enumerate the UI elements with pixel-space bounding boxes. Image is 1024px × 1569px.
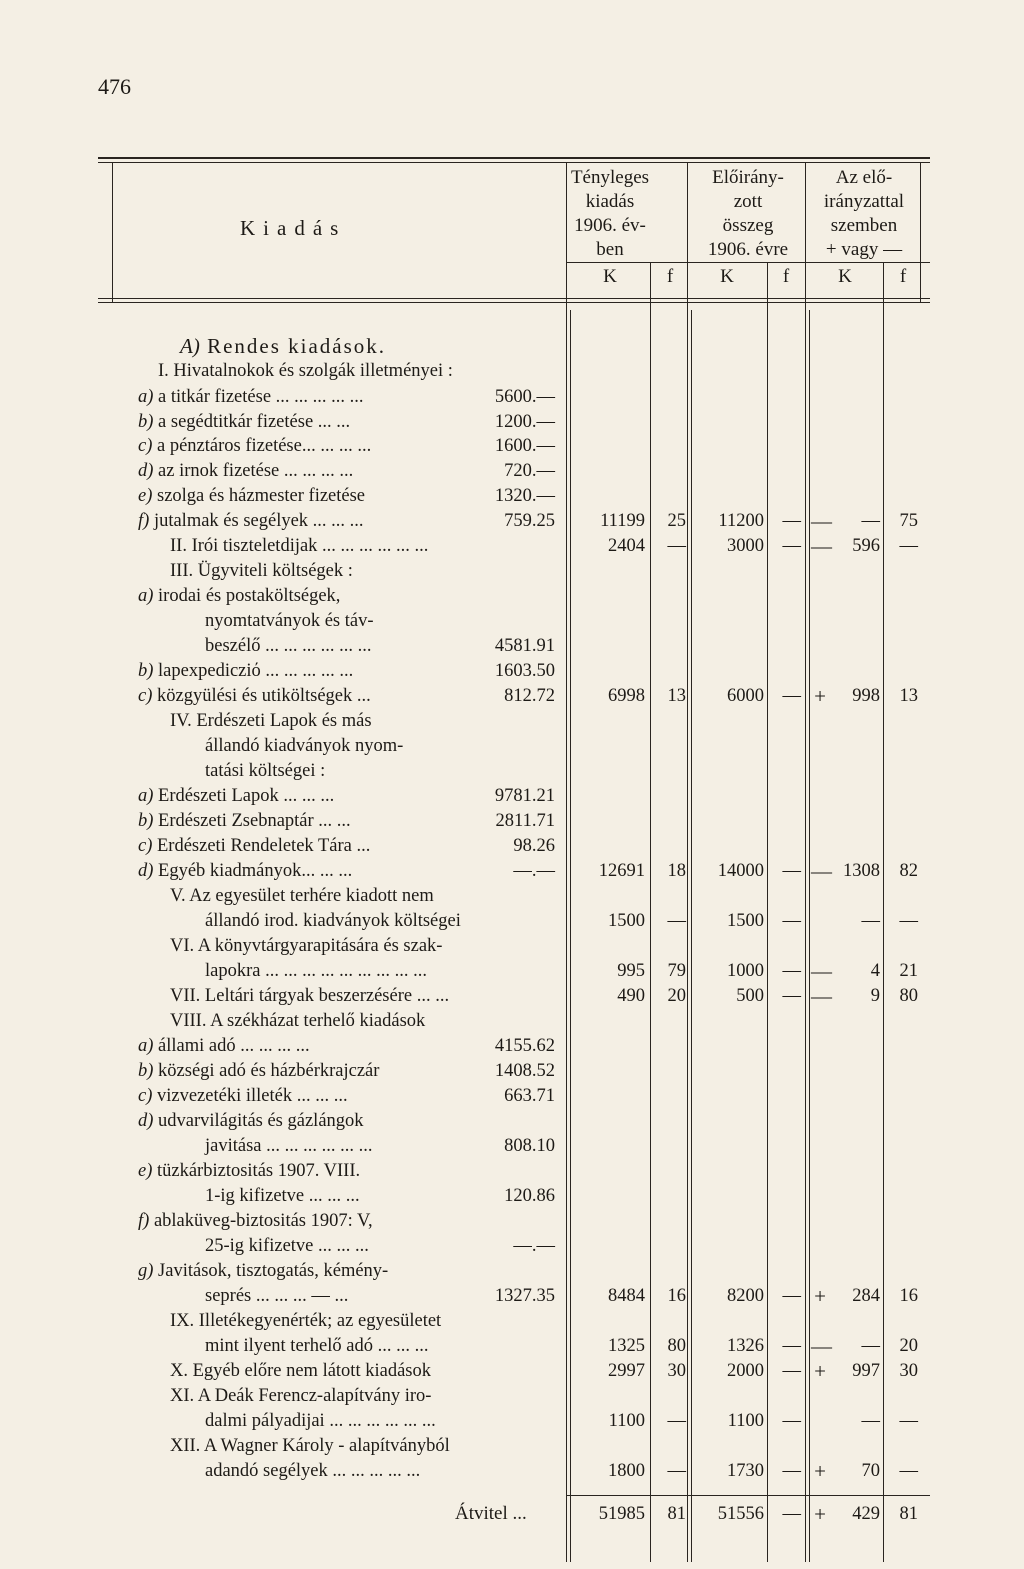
- item-amount: 9781.21: [494, 786, 555, 806]
- row-cell-k1: 1100: [608, 1411, 645, 1431]
- item-line: [138, 1060, 379, 1082]
- item-text: VII. Leltári tárgyak beszerzésére ... ...: [170, 986, 450, 1006]
- item-letter: c): [138, 1086, 157, 1106]
- item-line: [170, 1010, 425, 1032]
- row-cell-f3: —: [899, 1461, 918, 1481]
- row-cell-k2: 11200: [718, 511, 764, 531]
- row-cell-f2: —: [782, 1336, 801, 1356]
- header-col-diff: [806, 166, 922, 262]
- row-cell-k1: 1800: [608, 1461, 645, 1481]
- row-cell-f1: 80: [667, 1336, 686, 1356]
- row-cell-k3: —: [861, 511, 880, 531]
- row-cell-k1: 1325: [608, 1336, 645, 1356]
- row-cell-k2: 1326: [727, 1336, 764, 1356]
- row-cell-k1: 12691: [598, 861, 645, 881]
- item-amount: 1327.35: [494, 1286, 555, 1306]
- item-line: [138, 485, 365, 507]
- item-amount: 1600.—: [494, 436, 555, 456]
- item-text: javitása ... ... ... ... ... ...: [205, 1136, 373, 1156]
- row-cell-k3: 1308: [843, 861, 880, 881]
- item-text: XI. A Deák Ferencz-alapítvány iro-: [170, 1386, 432, 1406]
- item-letter: b): [138, 1061, 159, 1081]
- item-line: [138, 435, 371, 457]
- row-cell-k3: 997: [852, 1361, 880, 1381]
- row-cell-k2: 8200: [727, 1286, 764, 1306]
- row-cell-k3: 596: [852, 536, 880, 556]
- vline-left: [112, 162, 113, 302]
- item-text: a titkár fizetése ... ... ... ... ...: [158, 387, 364, 407]
- row-cell-f3: 13: [899, 686, 918, 706]
- item-line: [170, 1310, 441, 1332]
- item-line: [138, 1110, 364, 1132]
- row-cell-f1: 20: [667, 986, 686, 1006]
- row-cell-sign: —: [811, 534, 832, 558]
- item-amount: 98.26: [513, 836, 555, 856]
- row-cell-k2: 6000: [727, 686, 764, 706]
- total-cell-f2: —: [782, 1504, 801, 1524]
- item-text: lapexpedicziό ... ... ... ... ...: [158, 661, 354, 681]
- vline-col2b: [691, 310, 692, 1562]
- item-amount: 812.72: [504, 686, 555, 706]
- row-cell-sign: —: [811, 859, 832, 883]
- header-f1: f: [666, 266, 674, 287]
- item-line: [138, 1260, 388, 1282]
- item-letter: b): [138, 811, 159, 831]
- item-amount: 2811.71: [495, 811, 555, 831]
- item-line: [138, 685, 371, 707]
- row-cell-k1: 11199: [600, 511, 645, 531]
- total-cell-k3: 429: [852, 1504, 880, 1524]
- item-text: udvarvilágitás és gázlángok: [158, 1111, 364, 1131]
- row-cell-k3: —: [861, 1336, 880, 1356]
- item-line: [138, 1085, 348, 1107]
- row-cell-k1: 6998: [608, 686, 645, 706]
- row-cell-sign: —: [811, 959, 832, 983]
- row-cell-k1: 490: [617, 986, 645, 1006]
- row-cell-f1: 79: [667, 961, 686, 981]
- item-letter: b): [138, 412, 159, 432]
- item-text: tatási költségei :: [205, 761, 326, 781]
- item-text: állami adó ... ... ... ...: [158, 1036, 310, 1056]
- item-text: VIII. A székházat terhelő kiadások: [170, 1011, 426, 1031]
- row-cell-k3: —: [861, 1411, 880, 1431]
- row-cell-k2: 1730: [727, 1461, 764, 1481]
- row-cell-k2: 1100: [727, 1411, 764, 1431]
- item-letter: e): [138, 1161, 157, 1181]
- item-line: [138, 660, 353, 682]
- item-line: [138, 460, 353, 482]
- item-text: 1-ig kifizetve ... ... ...: [205, 1186, 360, 1206]
- header-k3: K: [838, 266, 852, 287]
- item-text: Erdészeti Lapok ... ... ...: [158, 786, 335, 806]
- item-amount: 4581.91: [494, 636, 555, 656]
- item-line: [205, 1410, 436, 1432]
- total-rule: [566, 1495, 930, 1496]
- item-line: [205, 1335, 429, 1357]
- header-col-diff-line: szemben: [830, 215, 898, 236]
- row-cell-sign: —: [811, 1334, 832, 1358]
- vline-col2: [687, 162, 688, 1562]
- item-text: a pénztáros fizetése... ... ... ...: [157, 436, 372, 456]
- item-text: III. Ügyviteli költségek :: [170, 561, 353, 581]
- item-line: [205, 735, 403, 757]
- item-text: jutalmak és segélyek ... ... ...: [153, 511, 364, 531]
- header-col-actual: [570, 166, 650, 262]
- item-amount: —.—: [513, 1236, 555, 1256]
- row-cell-f2: —: [782, 1461, 801, 1481]
- row-cell-f3: —: [899, 1411, 918, 1431]
- row-cell-f2: —: [782, 911, 801, 931]
- item-amount: —.—: [513, 861, 555, 881]
- item-letter: f): [138, 511, 154, 531]
- item-text: seprés ... ... ... — ...: [205, 1286, 349, 1306]
- item-letter: a): [138, 387, 159, 407]
- item-line: [138, 810, 351, 832]
- item-line: [138, 785, 334, 807]
- vline-col3b: [809, 310, 810, 1562]
- row-cell-f1: —: [667, 1411, 686, 1431]
- item-line: [138, 585, 340, 607]
- vline-col1b: [570, 310, 571, 1562]
- item-letter: f): [138, 1211, 154, 1231]
- total-cell-f3: 81: [899, 1504, 918, 1524]
- row-cell-f2: —: [782, 986, 801, 1006]
- row-cell-f2: —: [782, 686, 801, 706]
- row-cell-f2: —: [782, 1411, 801, 1431]
- item-amount: 720.—: [504, 461, 555, 481]
- item-line: [138, 1160, 360, 1182]
- item-line: [170, 885, 434, 907]
- vline-f2: [767, 262, 768, 1562]
- top-rule: [98, 157, 930, 159]
- vline-col3: [805, 162, 806, 1562]
- header-col-diff-line: + vagy —: [825, 239, 903, 260]
- row-cell-sign: +: [814, 1459, 826, 1483]
- item-text: Javitások, tisztogatás, kémény-: [158, 1261, 389, 1281]
- item-text: II. Irói tiszteletdijak ... ... ... ... ... ...: [170, 536, 429, 556]
- item-line: [205, 635, 371, 657]
- row-cell-k3: —: [861, 911, 880, 931]
- item-text: X. Egyéb előre nem látott kiadások: [170, 1361, 431, 1381]
- item-line: [205, 610, 374, 632]
- row-cell-k3: 70: [861, 1461, 880, 1481]
- item-letter: d): [138, 461, 159, 481]
- item-line: [170, 560, 353, 582]
- row-cell-f1: —: [667, 1461, 686, 1481]
- item-amount: 1200.—: [494, 412, 555, 432]
- item-line: [138, 1210, 373, 1232]
- page-number: 476: [98, 74, 131, 99]
- row-cell-k3: 998: [852, 686, 880, 706]
- item-text: nyomtatványok és táv-: [205, 611, 374, 631]
- row-cell-f3: 20: [899, 1336, 918, 1356]
- row-cell-k2: 3000: [727, 536, 764, 556]
- row-cell-f1: 18: [667, 861, 686, 881]
- item-line: [170, 935, 442, 957]
- vline-col1: [566, 162, 567, 1562]
- row-cell-f1: —: [667, 911, 686, 931]
- item-letter: a): [138, 586, 159, 606]
- item-amount: 120.86: [504, 1186, 555, 1206]
- item-text: beszélő ... ... ... ... ... ...: [205, 636, 372, 656]
- item-amount: 759.25: [504, 511, 555, 531]
- row-cell-f2: —: [782, 536, 801, 556]
- row-cell-f3: 82: [899, 861, 918, 881]
- item-text: tüzkárbiztositás 1907. VIII.: [157, 1161, 361, 1181]
- row-cell-f3: 21: [899, 961, 918, 981]
- item-text: vizvezetéki illeték ... ... ...: [157, 1086, 348, 1106]
- header-col-actual-line: Tényleges: [570, 167, 650, 188]
- item-amount: 4155.62: [494, 1036, 555, 1056]
- item-letter: e): [138, 486, 157, 506]
- header-col-budget-line: Előirány-: [712, 167, 784, 188]
- item-amount: 5600.—: [494, 387, 555, 407]
- row-cell-f2: —: [782, 1361, 801, 1381]
- row-cell-k3: 9: [870, 986, 880, 1006]
- header-f2: f: [782, 266, 790, 287]
- item-line: [170, 710, 372, 732]
- item-line: [170, 1435, 450, 1457]
- item-line: [205, 910, 461, 932]
- item-text: mint ilyent terhelő adó ... ... ...: [205, 1336, 429, 1356]
- total-cell-k2: 51556: [717, 1504, 764, 1524]
- item-letter: g): [138, 1261, 159, 1281]
- row-cell-sign: +: [814, 1284, 826, 1308]
- item-line: [205, 1135, 373, 1157]
- vline-f1: [650, 262, 651, 1562]
- header-col-budget-line: zott: [733, 191, 763, 212]
- section-title: [180, 334, 386, 359]
- item-letter: d): [138, 1111, 159, 1131]
- item-letter: c): [138, 436, 157, 456]
- item-amount: 1320.—: [494, 486, 555, 506]
- item-text: IV. Erdészeti Lapok és más: [170, 711, 372, 731]
- item-text: 25-ig kifizetve ... ... ...: [205, 1236, 369, 1256]
- item-line: [205, 1235, 369, 1257]
- header-col-actual-line: 1906. év-: [574, 215, 646, 236]
- item-text: közgyülési és utiköltségek ...: [157, 686, 371, 706]
- item-text: lapokra ... ... ... ... ... ... ... ... ...: [205, 961, 427, 981]
- row-cell-f2: —: [782, 1286, 801, 1306]
- header-col-diff-line: Az elő-: [835, 167, 893, 188]
- row-cell-f3: —: [899, 536, 918, 556]
- item-line: [170, 1385, 431, 1407]
- item-text: ablaküveg-biztositás 1907: V,: [153, 1211, 373, 1231]
- item-text: Egyéb kiadmányok... ... ...: [158, 861, 353, 881]
- item-amount: 1603.50: [494, 661, 555, 681]
- item-line: [205, 1185, 360, 1207]
- header-col-actual-line: kiadás: [585, 191, 635, 212]
- item-text: IX. Illetékegyenérték; az egyesületet: [170, 1311, 442, 1331]
- header-col-actual-line: ben: [596, 239, 624, 260]
- item-text: dalmi pályadijai ... ... ... ... ... ...: [205, 1411, 436, 1431]
- item-text: állandó kiadványok nyom-: [205, 736, 404, 756]
- item-amount: 808.10: [504, 1136, 555, 1156]
- row-cell-k3: 284: [852, 1286, 880, 1306]
- item-text: adandó segélyek ... ... ... ... ...: [205, 1461, 421, 1481]
- row-cell-f3: 80: [899, 986, 918, 1006]
- item-text: szolga és házmester fizetése: [157, 486, 366, 506]
- row-cell-f1: 13: [667, 686, 686, 706]
- item-amount: 1408.52: [494, 1061, 555, 1081]
- total-cell-f1: 81: [667, 1504, 686, 1524]
- row-cell-k2: 14000: [717, 861, 764, 881]
- item-line: [138, 835, 370, 857]
- row-cell-f1: 16: [667, 1286, 686, 1306]
- item-line: [138, 860, 352, 882]
- item-line: [170, 535, 428, 557]
- row-cell-f1: 30: [667, 1361, 686, 1381]
- item-text: állandó irod. kiadványok költségei: [205, 911, 461, 931]
- header-mid-rule: [566, 262, 930, 263]
- item-text: a segédtitkár fizetése ... ...: [158, 412, 351, 432]
- item-line: [205, 1460, 420, 1482]
- total-cell-sign: +: [814, 1502, 826, 1526]
- item-letter: b): [138, 661, 159, 681]
- item-line: [138, 510, 364, 532]
- item-line: [158, 360, 453, 382]
- item-line: [138, 386, 364, 408]
- row-cell-k2: 500: [736, 986, 764, 1006]
- row-cell-f3: 30: [899, 1361, 918, 1381]
- item-text: XII. A Wagner Károly - alapítványból: [170, 1436, 450, 1456]
- row-cell-sign: —: [811, 984, 832, 1008]
- item-text: I. Hivatalnokok és szolgák illetményei :: [158, 361, 453, 381]
- item-letter: d): [138, 861, 159, 881]
- row-cell-f1: 25: [667, 511, 686, 531]
- row-cell-k1: 995: [617, 961, 645, 981]
- item-line: [205, 960, 427, 982]
- item-text: az irnok fizetése ... ... ... ...: [158, 461, 354, 481]
- total-cell-k1: 51985: [598, 1504, 645, 1524]
- row-cell-f1: —: [667, 536, 686, 556]
- row-cell-f2: —: [782, 511, 801, 531]
- header-title: Kiadás: [240, 216, 347, 240]
- row-cell-k2: 1500: [727, 911, 764, 931]
- item-line: [138, 411, 350, 433]
- item-text: irodai és postaköltségek,: [158, 586, 341, 606]
- row-cell-k2: 1000: [727, 961, 764, 981]
- item-line: [170, 1360, 431, 1382]
- header-k1: K: [603, 266, 617, 287]
- item-text: községi adó és házbérkrajczár: [158, 1061, 380, 1081]
- item-line: [205, 760, 325, 782]
- item-text: Erdészeti Zsebnaptár ... ...: [158, 811, 351, 831]
- header-col-budget-line: 1906. évre: [707, 239, 789, 260]
- item-letter: a): [138, 1036, 159, 1056]
- row-cell-f3: —: [899, 911, 918, 931]
- row-cell-k1: 8484: [608, 1286, 645, 1306]
- header-col-budget: [690, 166, 806, 262]
- row-cell-sign: +: [814, 1359, 826, 1383]
- row-cell-sign: —: [811, 509, 832, 533]
- vline-f3: [883, 262, 884, 1562]
- row-cell-f2: —: [782, 961, 801, 981]
- item-line: [170, 985, 449, 1007]
- header-col-budget-line: összeg: [722, 215, 774, 236]
- item-letter: a): [138, 786, 159, 806]
- row-cell-sign: +: [814, 684, 826, 708]
- item-letter: c): [138, 686, 157, 706]
- section-letter: A): [180, 334, 200, 358]
- item-text: Erdészeti Rendeletek Tára ...: [157, 836, 371, 856]
- row-cell-f2: —: [782, 861, 801, 881]
- total-label: Átvitel ...: [455, 1503, 527, 1524]
- item-line: [138, 1035, 310, 1057]
- row-cell-k1: 2997: [608, 1361, 645, 1381]
- row-cell-k1: 2404: [608, 536, 645, 556]
- row-cell-k2: 2000: [727, 1361, 764, 1381]
- item-line: [205, 1285, 348, 1307]
- row-cell-f3: 16: [899, 1286, 918, 1306]
- header-k2: K: [720, 266, 734, 287]
- item-text: V. Az egyesület terhére kiadott nem: [170, 886, 434, 906]
- row-cell-k1: 1500: [608, 911, 645, 931]
- item-amount: 663.71: [504, 1086, 555, 1106]
- section-title-text: Rendes kiadások.: [207, 334, 387, 358]
- row-cell-k3: 4: [870, 961, 880, 981]
- header-f3: f: [899, 266, 907, 287]
- item-letter: c): [138, 836, 157, 856]
- header-col-diff-line: irányzattal: [823, 191, 905, 212]
- item-text: VI. A könyvtárgyarapitására és szak-: [170, 936, 443, 956]
- row-cell-f3: 75: [899, 511, 918, 531]
